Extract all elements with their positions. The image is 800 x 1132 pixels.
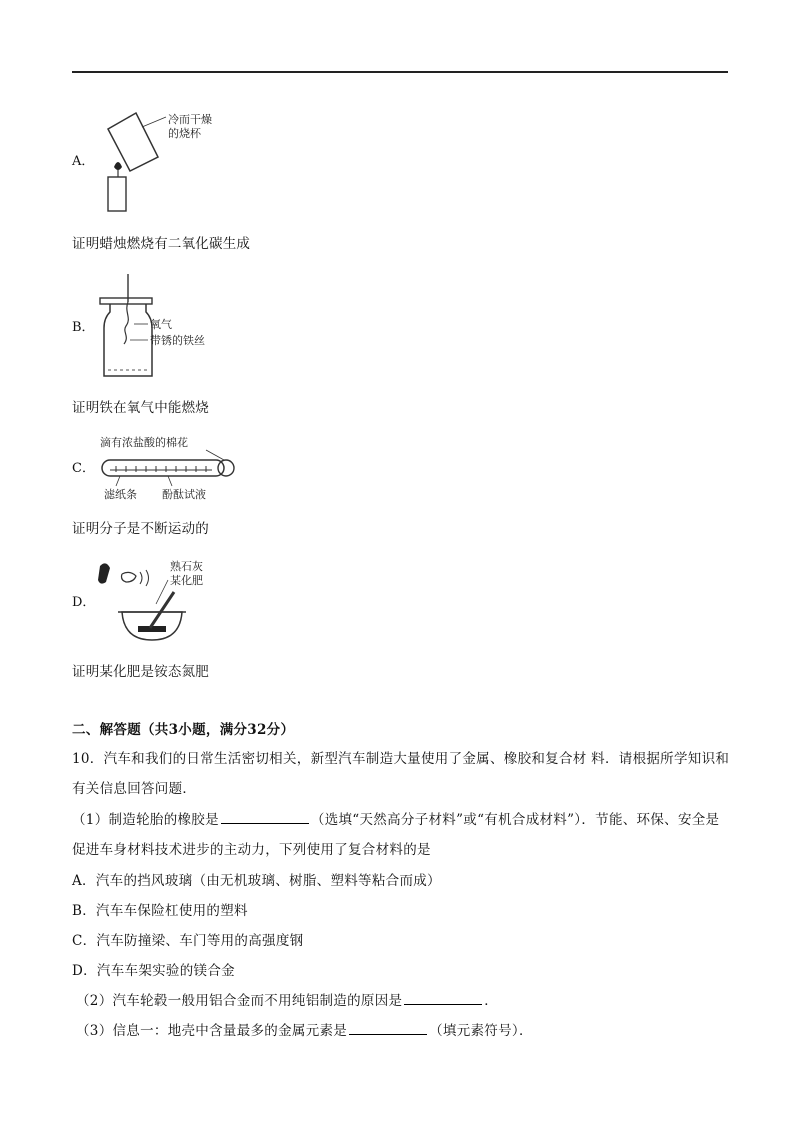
q10-choice-c: C．汽车防撞梁、车门等用的高强度钢: [72, 933, 304, 949]
option-d-letter: D．: [72, 595, 96, 610]
figure-c-label-2: 滤纸条: [104, 488, 137, 501]
figure-d-mortar-test: [96, 556, 226, 650]
figure-d-label-2: 某化肥: [170, 574, 203, 587]
q10-stem-line2: 有关信息回答问题．: [72, 781, 197, 797]
figure-b-iron-oxygen-jar: [96, 272, 236, 388]
q10-part3: [76, 1019, 533, 1039]
q10-part3-blank[interactable]: [349, 1022, 427, 1035]
option-d-caption: 证明某化肥是铵态氮肥: [72, 664, 209, 680]
q10-part3-prefix: （3）信息一：地壳中含量最多的金属元素是: [76, 1023, 348, 1039]
figure-b-label-2: 带锈的铁丝: [150, 334, 205, 347]
figure-a-candle-beaker: [96, 107, 226, 221]
figure-b-label-1: 氧气: [150, 318, 172, 331]
figure-c-label-3: 酚酞试液: [162, 488, 206, 501]
header-rule: [72, 71, 728, 73]
q10-part3-suffix: （填元素符号）．: [429, 1023, 533, 1039]
q10-part2-blank[interactable]: [404, 992, 482, 1005]
figure-a-label-2: 的烧杯: [168, 127, 201, 140]
q10-part2-prefix: （2）汽车轮毂一般用铝合金而不用纯铝制造的原因是: [76, 993, 403, 1009]
option-a-letter: A．: [72, 154, 95, 169]
q10-part1-blank[interactable]: [221, 811, 309, 824]
q10-choice-d: D．汽车车架实验的镁合金: [72, 963, 235, 979]
option-c-letter: C．: [72, 461, 95, 476]
q10-part1-prefix: （1）制造轮胎的橡胶是: [72, 812, 219, 828]
option-b-letter: B．: [72, 320, 95, 335]
q10-stem-line1: 10．汽车和我们的日常生活密切相关，新型汽车制造大量使用了金属、橡胶和复合材 料．请根据所学知识和: [72, 751, 730, 767]
q10-part1-line2: 促进车身材料技术进步的主动力，下列使用了复合材料的是: [72, 842, 431, 858]
option-b-caption: 证明铁在氧气中能燃烧: [72, 400, 209, 416]
q10-choice-a: A．汽车的挡风玻璃（由无机玻璃、树脂、塑料等粘合而成）: [72, 873, 441, 889]
figure-c-diffusion-tube: [96, 432, 246, 508]
option-c-caption: 证明分子是不断运动的: [72, 521, 209, 537]
q10-part2-suffix: ．: [484, 993, 499, 1009]
figure-d-label-1: 熟石灰: [170, 560, 203, 573]
figure-a-label-1: 冷而干燥: [168, 113, 212, 126]
q10-part1-suffix: （选填“天然高分子材料”或“有机合成材料”）．节能、环保、安全是: [310, 812, 720, 828]
q10-part2: [76, 989, 498, 1009]
section-title: 二、解答题（共3小题，满分32分）: [72, 722, 295, 738]
q10-part1: [72, 808, 719, 828]
q10-choice-b: B．汽车车保险杠使用的塑料: [72, 903, 248, 919]
figure-c-label-1: 滴有浓盐酸的棉花: [100, 436, 188, 449]
option-a-caption: 证明蜡烛燃烧有二氧化碳生成: [72, 236, 251, 252]
